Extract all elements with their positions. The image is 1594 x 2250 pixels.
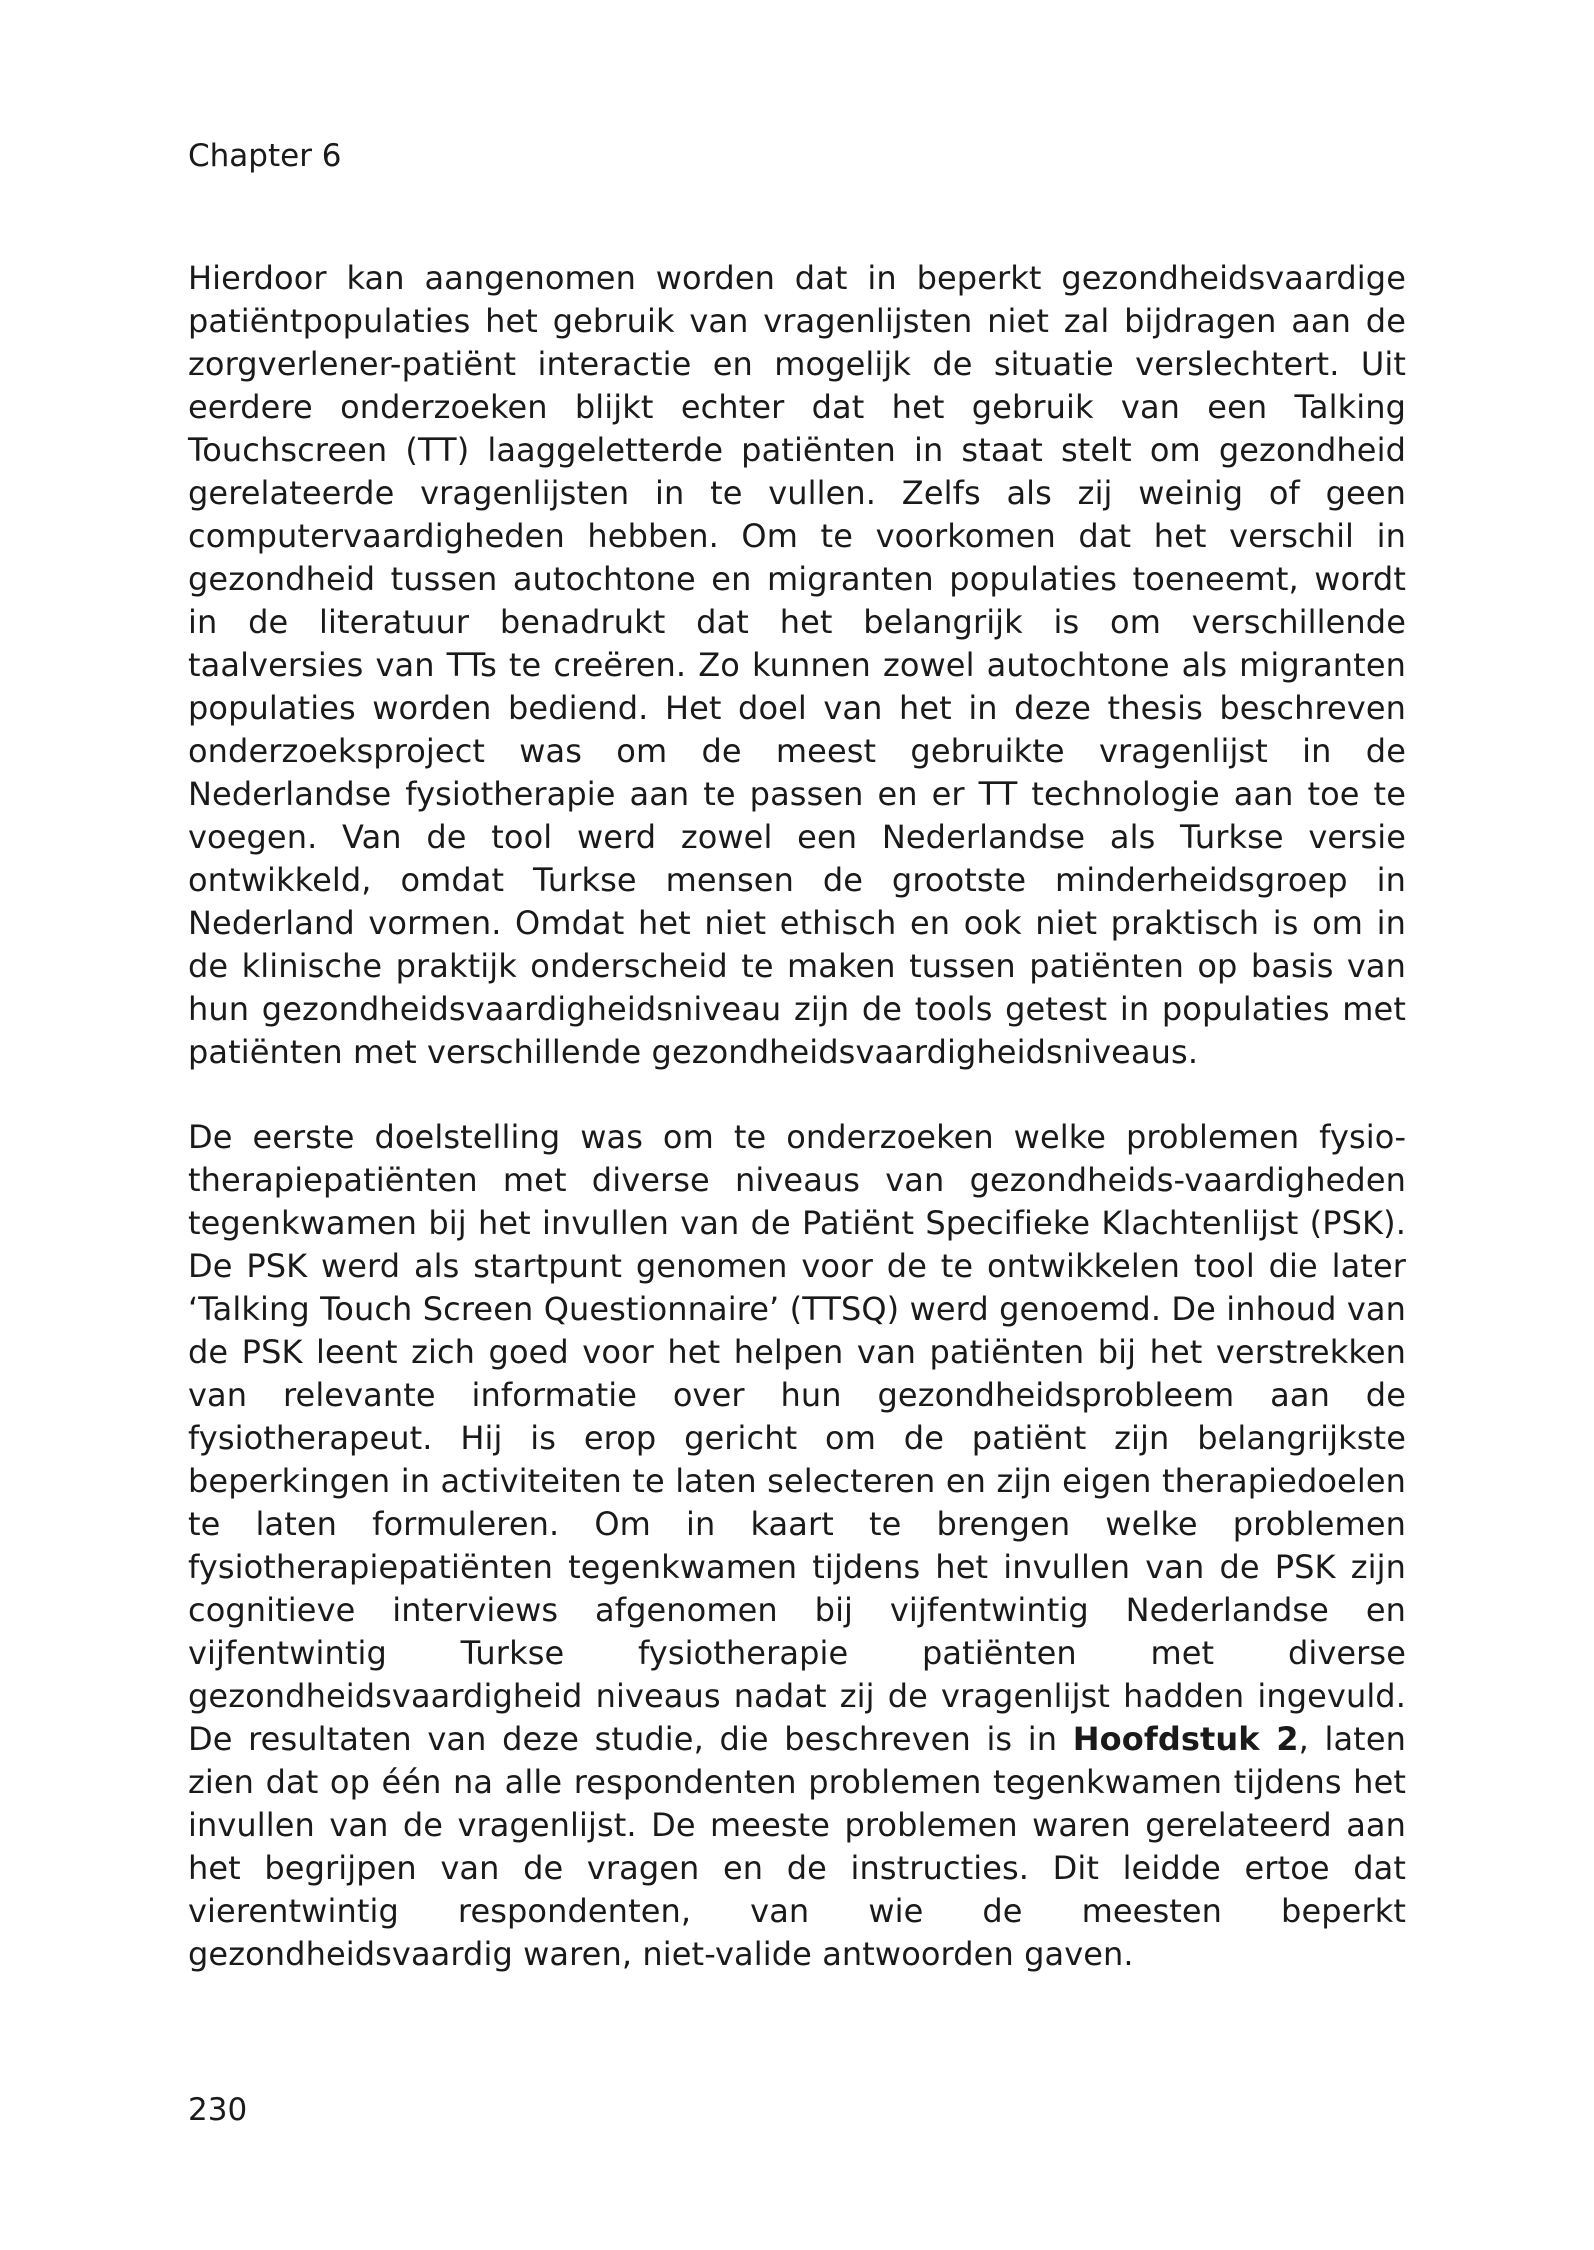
- paragraph-2: [188, 1116, 1406, 1976]
- chapter-reference: Hoofdstuk 2: [1072, 1720, 1299, 1758]
- paragraph-1: Hierdoor kan aangenomen worden dat in beperkt gezondheidsvaardige patiëntpopulaties het gebruik van vragenlijsten niet zal bijdragen aan de zorgverlener-patiënt interactie en mogelijk de situatie verslechtert. Uit eerdere onderzoeken blijkt echter dat het gebruik van een Talking Touchscreen (TT) laaggeletterde patiënten in staat stelt om gezondheid gerelateerde vragenlijsten in te vullen. Zelfs als zij weinig of geen computervaardigheden hebben. Om te voorkomen dat het verschil in gezondheid tussen autochtone en migranten populaties toeneemt, wordt in de literatuur benadrukt dat het belangrijk is om verschillende taalversies van TTs te creëren. Zo kunnen zowel autochtone als migranten populaties worden bediend. Het doel van het in deze thesis beschreven onderzoeksproject was om de meest gebruikte vragenlijst in de Nederlandse fysiotherapie aan te passen en er TT technologie aan toe te voegen. Van de tool werd zowel een Nederlandse als Turkse versie ontwikkeld, omdat Turkse mensen de grootste minderheidsgroep in Nederland vormen. Omdat het niet ethisch en ook niet praktisch is om in de klinische praktijk onderscheid te maken tussen patiënten op basis van hun gezondheidsvaardigheidsniveau zijn de tools getest in populaties met patiënten met verschillende gezondheidsvaardigheidsniveaus.: [188, 259, 1406, 1071]
- paragraph-2-text-before: De eerste doelstelling was om te onderzoeken welke problemen fysiotherapiepatiënten met diverse niveaus van gezondheids-vaardigheden tegenkwamen bij het invullen van de Patiënt Specifieke Klachtenlijst (PSK). De PSK werd als startpunt genomen voor de te ontwikkelen tool die later ‘Talking Touch Screen Questionnaire’ (TTSQ) werd genoemd. De inhoud van de PSK leent zich goed voor het helpen van patiënten bij het verstrekken van relevante informatie over hun gezondheidsprobleem aan de fysiotherapeut. Hij is erop gericht om de patiënt zijn belangrijkste beperkingen in activiteiten te laten selecteren en zijn eigen therapiedoelen te laten formuleren. Om in kaart te brengen welke problemen fysiotherapiepatiënten tegenkwamen tijdens het invullen van de PSK zijn cognitieve interviews afgenomen bij vijfentwintig Nederlandse en vijfentwintig Turkse fysiotherapie patiënten met diverse gezondheidsvaardigheid niveaus nadat zij de vragenlijst hadden ingevuld. De resultaten van deze studie, die beschreven is in: [188, 1118, 1406, 1758]
- paragraph-2-text-after: , laten zien dat op één na alle respondenten problemen tegenkwamen tijdens het invullen van de vragenlijst. De meeste problemen waren gerelateerd aan het begrijpen van de vragen en de instructies. Dit leidde ertoe dat vierentwintig respondenten, van wie de meesten beperkt gezondheidsvaardig waren, niet-valide antwoorden gaven.: [188, 1720, 1406, 1973]
- running-header-chapter: Chapter 6: [188, 138, 342, 174]
- page-number: 230: [188, 2092, 248, 2128]
- body-text: [188, 257, 1406, 1976]
